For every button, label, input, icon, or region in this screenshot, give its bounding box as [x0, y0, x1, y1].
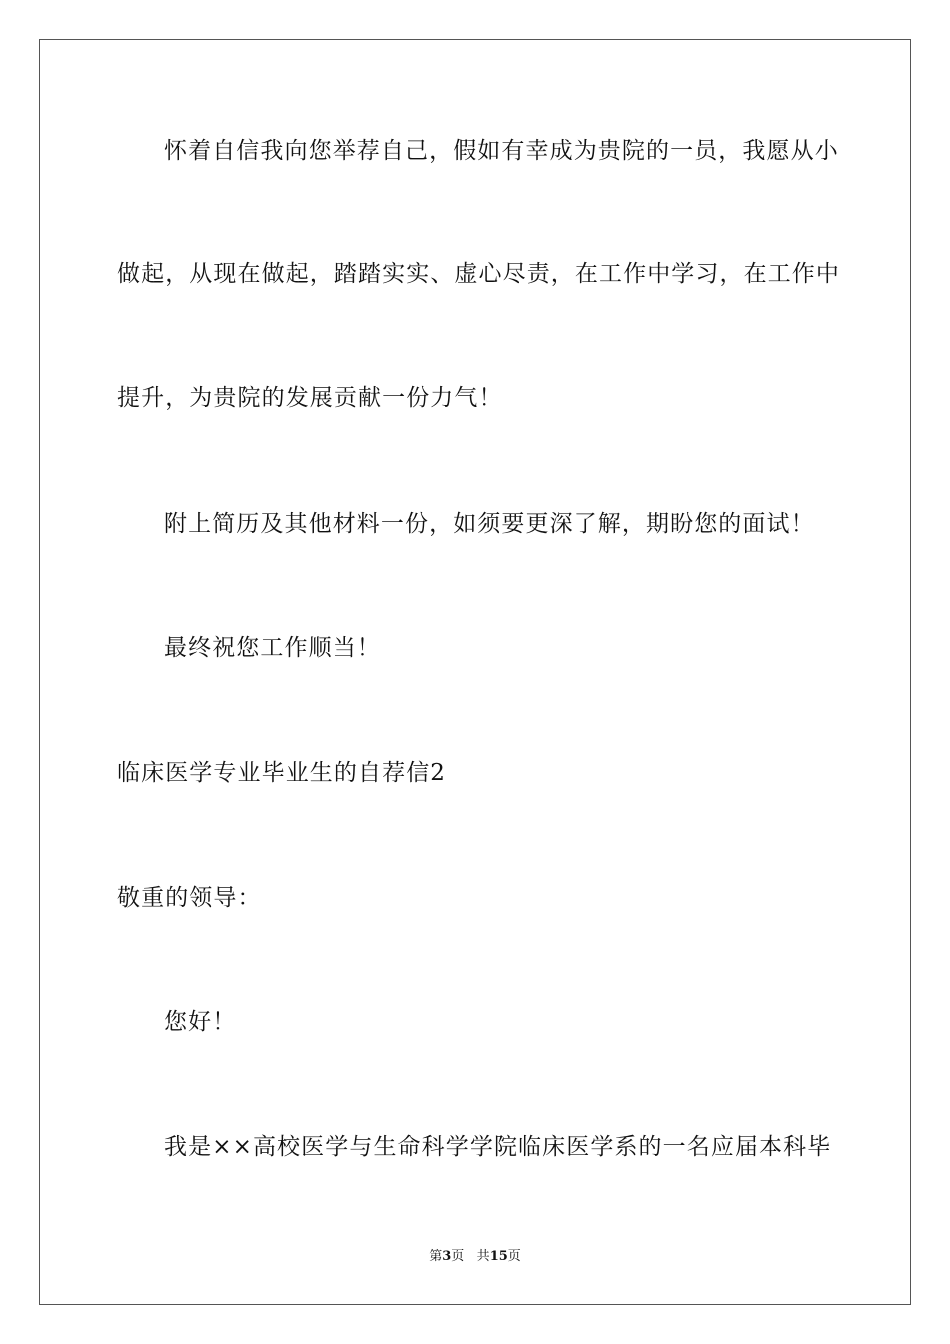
paragraph-4-line-1: 我是××高校医学与生命科学学院临床医学系的一名应届本科毕: [164, 1134, 832, 1160]
salutation: 敬重的领导：: [117, 885, 262, 911]
paragraph-1-line-1: 怀着自信我向您举荐自己，假如有幸成为贵院的一员，我愿从小: [164, 138, 839, 164]
paragraph-2: 附上简历及其他材料一份，如须要更深了解，期盼您的面试！: [164, 511, 815, 537]
footer-total-pages: 15: [489, 1249, 508, 1264]
page-border: [39, 39, 911, 1305]
footer-total-prefix: 共: [476, 1249, 490, 1264]
footer-page-number: 3: [442, 1249, 452, 1264]
greeting: 您好！: [164, 1009, 237, 1035]
paragraph-3: 最终祝您工作顺当！: [164, 635, 381, 661]
paragraph-1-line-3: 提升，为贵院的发展贡献一份力气！: [117, 385, 503, 411]
footer-page-suffix: 页: [451, 1249, 465, 1264]
paragraph-1-line-2: 做起，从现在做起，踏踏实实、虚心尽责，在工作中学习，在工作中: [117, 261, 840, 287]
footer-page-prefix: 第: [429, 1249, 443, 1264]
page-footer: [0, 1248, 950, 1266]
section-title: 临床医学专业毕业生的自荐信2: [117, 760, 447, 786]
footer-total-suffix: 页: [507, 1249, 521, 1264]
